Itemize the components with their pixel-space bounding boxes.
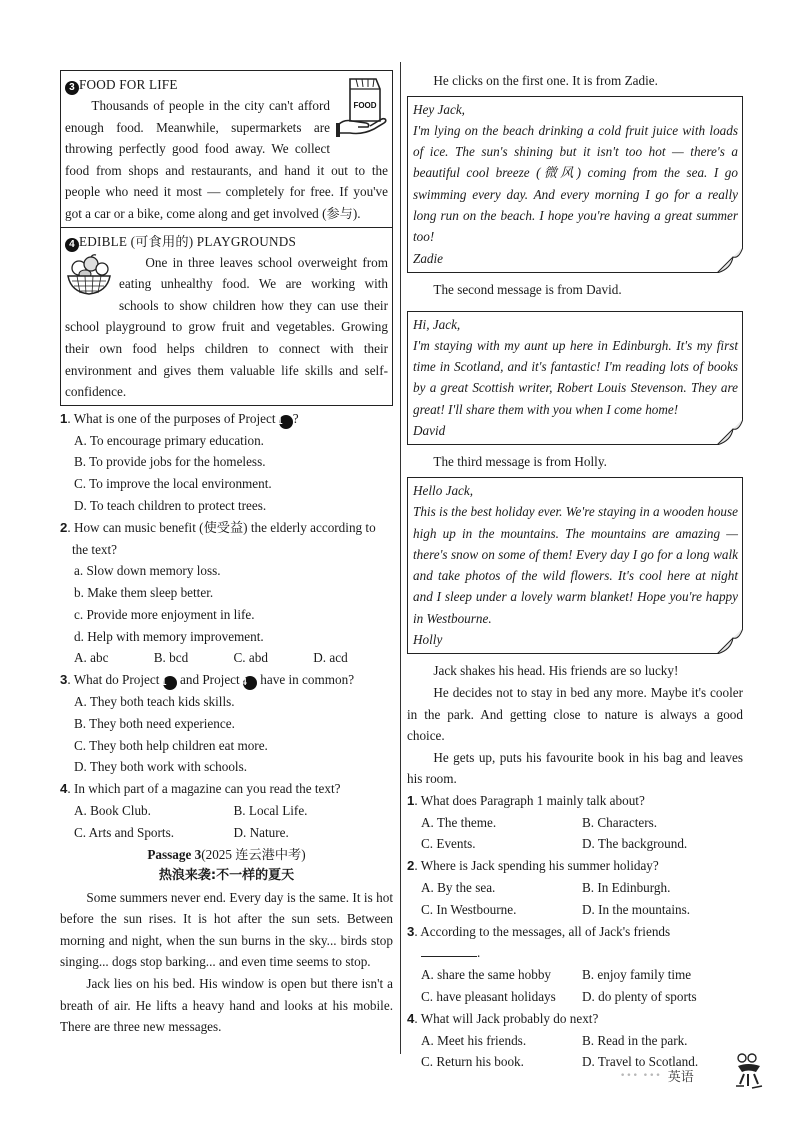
message-signature: David — [413, 423, 446, 439]
option[interactable]: D. Nature. — [233, 824, 289, 840]
passage-paragraph: He gets up, puts his favourite book in his bag and leaves his room. — [407, 749, 743, 787]
options-row — [407, 877, 743, 899]
option[interactable]: D. acd — [313, 650, 348, 666]
message-david — [407, 311, 743, 446]
section-4-title-text: EDIBLE (可食用的) PLAYGROUNDS — [79, 233, 296, 249]
list-item: b. Make them sleep better. — [74, 585, 214, 601]
message-zadie — [407, 96, 743, 273]
option[interactable]: A. Book Club. — [74, 803, 151, 819]
message-signature: Zadie — [413, 250, 444, 266]
message-greeting: Hello Jack, — [413, 482, 474, 498]
right-column — [407, 70, 743, 1073]
left-questions — [60, 408, 393, 844]
question-number: 4 — [407, 1010, 415, 1026]
options-row — [407, 833, 743, 855]
question-text: . How can music benefit (使受益) the elderly according to the text? — [67, 519, 376, 557]
project-number-4: 4 — [243, 676, 257, 690]
page-curl-icon — [717, 419, 743, 445]
option[interactable]: A. To encourage primary education. — [74, 432, 264, 448]
question-1 — [60, 408, 393, 430]
question-2 — [407, 855, 743, 877]
question-text: . In which part of a magazine can you read the text? — [67, 781, 341, 797]
option[interactable]: C. To improve the local environment. — [74, 476, 272, 492]
project-boxes — [60, 70, 393, 406]
option[interactable]: D. They both work with schools. — [74, 759, 248, 775]
passage-3-heading — [60, 844, 393, 865]
option[interactable]: B. Local Life. — [233, 803, 308, 819]
option[interactable]: D. The background. — [582, 836, 688, 852]
right-questions — [407, 790, 743, 1073]
project-number-1: 1 — [279, 415, 293, 429]
project-number-4: 4 — [65, 238, 79, 252]
mascot-icon — [730, 1050, 770, 1090]
message-signature: Holly — [413, 632, 443, 648]
question-text: . Where is Jack spending his summer holiday? — [414, 858, 659, 874]
question-text: . What does Paragraph 1 mainly talk about? — [414, 792, 645, 808]
option[interactable]: B. In Edinburgh. — [582, 880, 671, 896]
option[interactable]: A. By the sea. — [421, 880, 496, 896]
svg-text:FOOD: FOOD — [353, 101, 377, 110]
question-number: 2 — [60, 519, 68, 535]
question-4 — [60, 778, 393, 800]
option[interactable]: B. They both need experience. — [74, 715, 235, 731]
question-3 — [60, 669, 393, 691]
page-curl-icon — [717, 628, 743, 654]
option[interactable]: B. Read in the park. — [582, 1032, 688, 1048]
option[interactable]: C. Events. — [421, 836, 476, 852]
section-4-title — [65, 232, 388, 252]
message-greeting: Hi, Jack, — [413, 316, 461, 332]
option[interactable]: D. Travel to Scotland. — [582, 1054, 699, 1070]
question-number: 3 — [407, 923, 415, 939]
options-row — [60, 822, 393, 844]
column-divider — [400, 62, 401, 1054]
option[interactable]: A. They both teach kids skills. — [74, 694, 235, 710]
message-holly — [407, 477, 743, 654]
options-row — [407, 899, 743, 921]
passage-paragraph: He clicks on the first one. It is from Zadie. — [433, 73, 658, 88]
option[interactable]: D. do plenty of sports — [582, 989, 697, 1005]
message-body: I'm lying on the beach drinking a cold fruit juice with loads of ice. The sun's shining but it isn't too hot — there's a beautiful cool breeze (微风) coming from the sea. I go swimming every day. And every morning I go for a really long run on the beach. I hope you're having a great summer too! — [413, 122, 738, 245]
section-3-text: Thousands of people in the city can't afford enough food. Meanwhile, supermarkets are throwing perfectly good food away. We collect food from shops and restaurants, and hand it out to the people who need it most — completely for free. If you've got a car or a bike, come along and get involved (参与). — [65, 98, 388, 221]
question-number: 1 — [60, 410, 68, 426]
option[interactable]: B. bcd — [153, 650, 189, 666]
question-number: 2 — [407, 858, 415, 874]
question-3 — [407, 921, 743, 943]
project-number-1: 1 — [163, 676, 177, 690]
options-row — [407, 964, 743, 986]
option[interactable]: C. abd — [233, 650, 268, 666]
option[interactable]: A. The theme. — [421, 814, 497, 830]
options-row — [407, 1030, 743, 1052]
options-row — [407, 812, 743, 834]
passage-paragraph: Jack shakes his head. His friends are so lucky! — [433, 663, 679, 679]
question-number: 1 — [407, 792, 415, 808]
page-footer — [620, 1066, 694, 1085]
options-row — [60, 800, 393, 822]
answer-blank-line[interactable] — [407, 942, 743, 964]
passage-3-subtitle: 热浪来袭:不一样的夏天 — [158, 867, 295, 883]
passage-paragraph: The third message is from Holly. — [433, 454, 607, 470]
left-column — [60, 70, 393, 1038]
option[interactable]: B. enjoy family time — [582, 967, 692, 983]
option[interactable]: C. Return his book. — [421, 1054, 524, 1070]
question-1 — [407, 790, 743, 812]
passage-source: (2025 连云港中考) — [201, 846, 306, 862]
passage-paragraph: Jack lies on his bed. His window is open but there isn't a breath of air. He lifts a heavy hand and looks at his mobile. There are three new messages. — [60, 976, 393, 1035]
question-text: . What do Project — [67, 672, 163, 688]
section-4-text: One in three leaves school overweight from eating unhealthy food. We are working with schools to show children how they can use their school playground to grow fruit and vegetables. Growing their own food helps children to connect with their environment and gives them valuable life skills and self-confidence. — [65, 254, 388, 400]
option[interactable]: A. abc — [74, 650, 109, 666]
list-item: a. Slow down memory loss. — [74, 563, 221, 579]
question-2 — [60, 517, 393, 561]
question-text: . What will Jack probably do next? — [414, 1010, 599, 1026]
food-bag-icon — [336, 75, 388, 139]
page-curl-icon — [717, 247, 743, 273]
question-text-end: ? — [292, 410, 299, 426]
question-text: . What is one of the purposes of Project — [67, 410, 279, 426]
passage-label: Passage 3 — [147, 846, 202, 862]
decorative-dots-icon: ••• ••• — [620, 1070, 662, 1081]
options-row — [60, 647, 393, 669]
option[interactable]: A. share the same hobby — [421, 967, 552, 983]
option[interactable]: B. Characters. — [582, 814, 658, 830]
question-text-end: . — [477, 945, 481, 961]
list-item: c. Provide more enjoyment in life. — [74, 606, 255, 622]
options-row — [407, 986, 743, 1008]
list-item: d. Help with memory improvement. — [74, 628, 264, 644]
question-4 — [407, 1008, 743, 1030]
question-number: 3 — [60, 672, 68, 688]
question-number: 4 — [60, 781, 68, 797]
question-text-mid: and Project — [176, 672, 243, 688]
section-food-for-life — [61, 71, 392, 227]
message-body: This is the best holiday ever. We're staying in a wooden house high up in the mountains. The mountains are amazing — there's snow on some of them! Every day I go for a long walk and take photos of the wild flowers. It's cool here at night and I sleep under a lovely warm blanket! Hope you're happy in Westbourne. — [413, 504, 738, 626]
option[interactable]: D. In the mountains. — [582, 901, 691, 917]
passage-paragraph: Some summers never end. Every day is the same. It is hot before the sun rises. It is hot after the sun sets. Between morning and night, when the sun burns in the sky... birds stop singing... dogs stop barking... and even time seems to stop. — [60, 889, 393, 970]
answer-blank[interactable] — [421, 944, 477, 957]
section-edible-playgrounds — [61, 227, 392, 405]
option[interactable]: C. In Westbourne. — [421, 901, 517, 917]
subject-label: 英语 — [667, 1070, 694, 1085]
project-number-3: 3 — [65, 81, 79, 95]
option[interactable]: C. Arts and Sports. — [74, 824, 175, 840]
fruit-basket-icon — [65, 254, 113, 296]
question-text: . According to the messages, all of Jack's friends — [414, 923, 671, 939]
section-3-title-text: FOOD FOR LIFE — [79, 77, 178, 92]
passage-paragraph: He decides not to stay in bed any more. Maybe it's cooler in the park. And getting close to nature is always a good choice. — [407, 684, 743, 744]
message-greeting: Hey Jack, — [413, 101, 465, 117]
option[interactable]: B. To provide jobs for the homeless. — [74, 454, 266, 470]
question-text-end: have in common? — [257, 672, 355, 688]
message-body: I'm staying with my aunt up here in Edinburgh. It's my first time in Scotland, and it's fantastic! I'm reading lots of books by a great Scottish writer, Robert Louis Stevenson. They are great! I'll share them with you when I come home! — [413, 337, 738, 417]
option[interactable]: C. have pleasant holidays — [421, 989, 556, 1005]
option[interactable]: C. They both help children eat more. — [74, 737, 268, 753]
option[interactable]: D. To teach children to protect trees. — [74, 497, 267, 513]
option[interactable]: A. Meet his friends. — [421, 1032, 527, 1048]
passage-paragraph: The second message is from David. — [433, 281, 622, 297]
